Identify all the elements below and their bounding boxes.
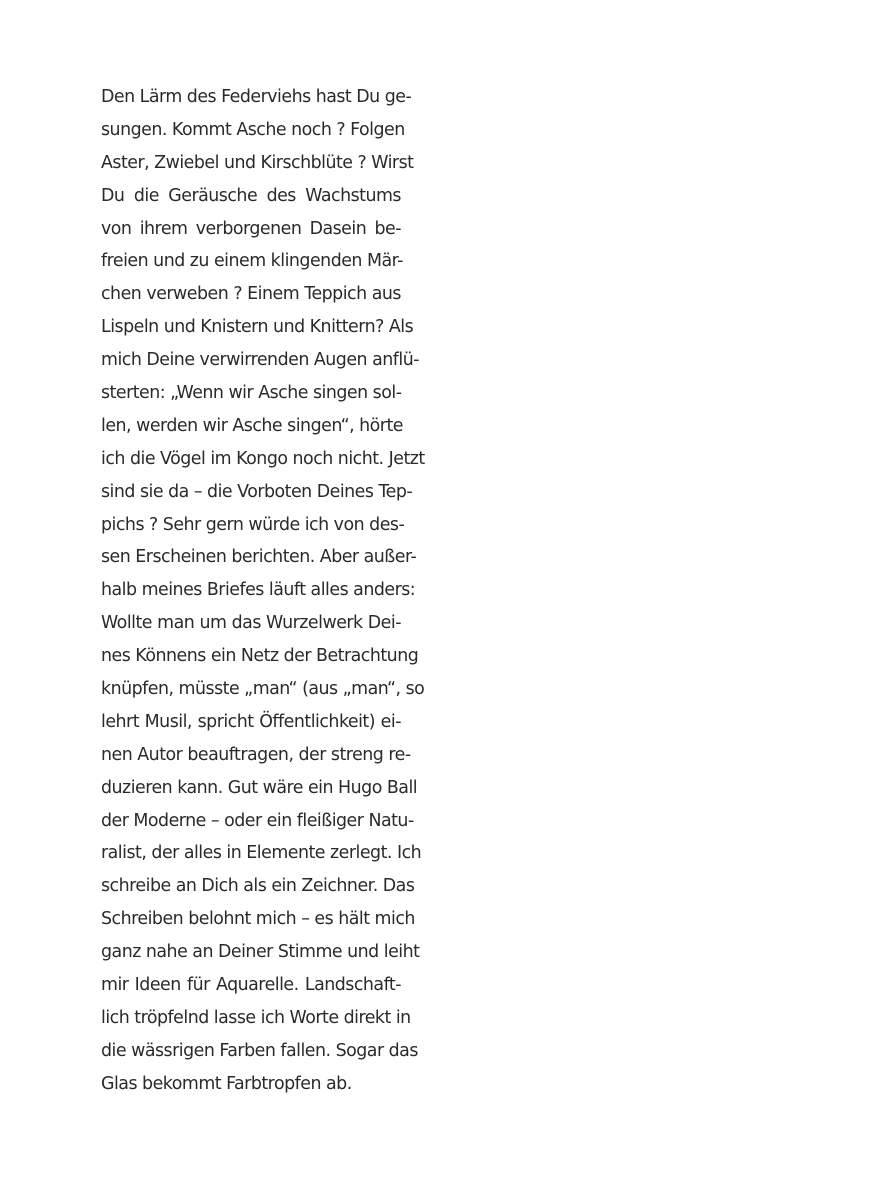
text-line-16: halb meines Briefes läuft alles anders: [101,580,416,601]
text-line-13: sind sie da – die Vorboten Deines Tep- [101,481,413,502]
text-line-22: duzieren kann. Gut wäre ein Hugo Ball [101,777,418,798]
text-line-20: lehrt Musil, spricht Öffentlichkeit) ei- [101,711,401,732]
text-line-27: ganz nahe an Deiner Stimme und leiht [101,942,420,963]
text-line-30: die wässrigen Farben fallen. Sogar das [101,1040,418,1061]
text-line-3: Aster, Zwiebel und Kirschblüte ? Wirst [101,152,414,173]
body-text-column [101,81,425,1101]
text-line-24: ralist, der alles in Elemente zerlegt. Ich [101,843,422,864]
text-line-25: schreibe an Dich als ein Zeichner. Das [101,876,415,897]
text-line-29: lich tröpfelnd lasse ich Worte direkt in [101,1007,411,1028]
text-line-19: knüpfen, müsste „man“ (aus „man“, so [101,679,425,700]
text-line-2: sungen. Kommt Asche noch ? Folgen [101,119,405,140]
text-line-28: mir Ideen für Aquarelle. Landschaft- [101,975,401,996]
text-line-5: von ihrem verborgenen Dasein be- [101,218,401,239]
text-line-6: freien und zu einem klingenden Mär- [101,251,403,272]
text-line-8: Lispeln und Knistern und Knittern? Als [101,317,414,338]
text-line-23: der Moderne – oder ein fleißiger Natu- [101,810,414,831]
text-line-26: Schreiben belohnt mich – es hält mich [101,909,415,930]
text-line-9: mich Deine verwirrenden Augen anflü- [101,350,420,371]
text-line-15: sen Erscheinen berichten. Aber außer- [101,547,417,568]
text-line-17: Wollte man um das Wurzelwerk Dei- [101,613,401,634]
text-line-10: sterten: „Wenn wir Asche singen sol- [101,383,402,404]
text-line-31: Glas bekommt Farbtropfen ab. [101,1073,352,1094]
text-line-7: chen verweben ? Einem Teppich aus [101,284,401,305]
text-line-14: pichs ? Sehr gern würde ich von des- [101,514,405,535]
text-line-21: nen Autor beauftragen, der streng re- [101,744,411,765]
text-line-4: Du die Geräusche des Wachstums [101,185,401,206]
text-line-12: ich die Vögel im Kongo noch nicht. Jetzt [101,448,425,469]
text-line-11: len, werden wir Asche singen“, hörte [101,415,403,436]
text-line-1: Den Lärm des Federviehs hast Du ge- [101,87,412,107]
text-line-18: nes Könnens ein Netz der Betrachtung [101,646,419,667]
